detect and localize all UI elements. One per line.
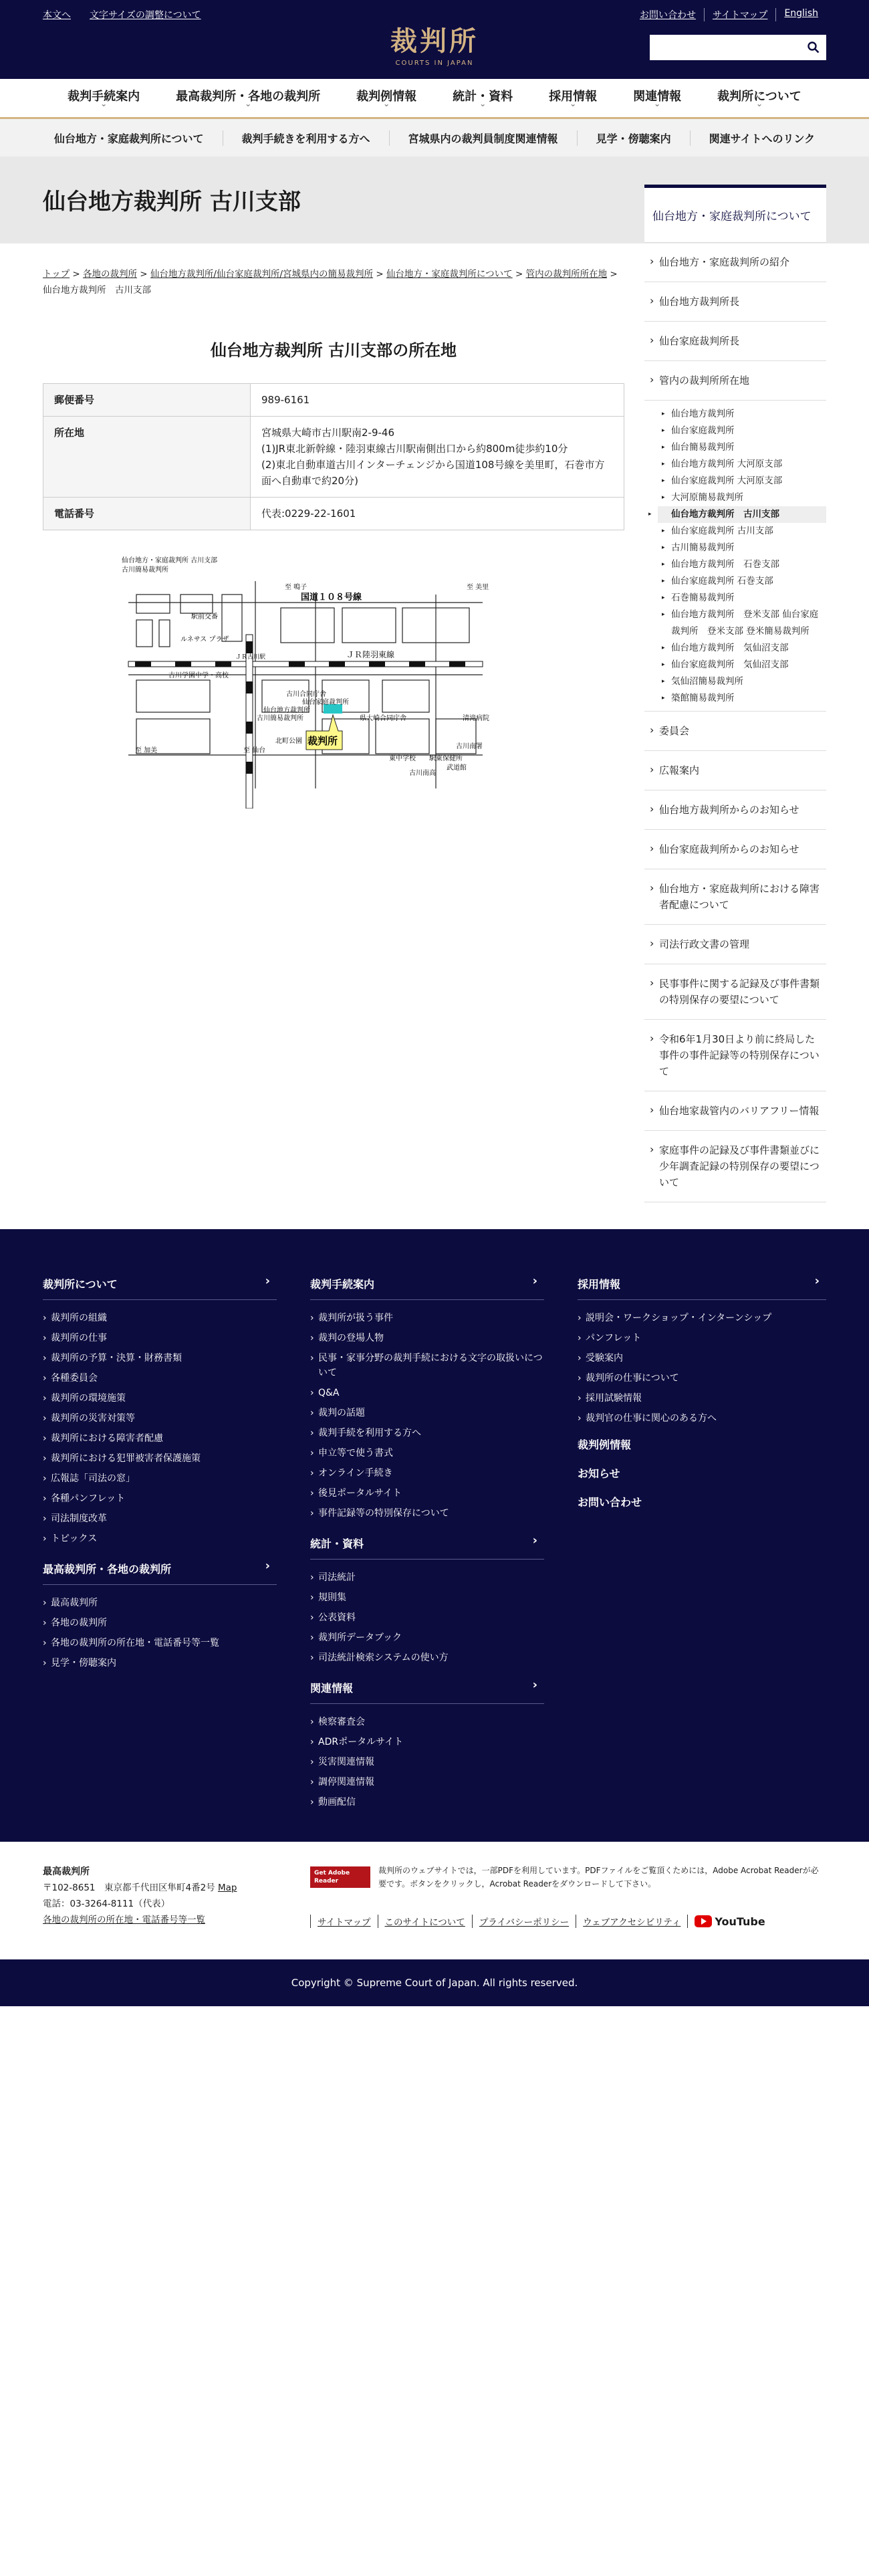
footer-heading[interactable]: 採用情報 › xyxy=(578,1276,826,1300)
sidebar-subitem[interactable]: ▸ 仙台地方裁判所 石巻支部 xyxy=(671,556,826,573)
map-drawing xyxy=(122,554,509,809)
footer-links xyxy=(310,1915,765,1928)
map-label: 駅東保健所 xyxy=(429,755,463,762)
map-label: ＪＲ古川駅 xyxy=(235,654,266,661)
contact-link[interactable]: お問い合わせ xyxy=(639,10,696,21)
breadcrumb-link[interactable]: 仙台地方・家庭裁判所について xyxy=(386,269,513,280)
youtube-icon xyxy=(695,1915,712,1927)
footer-link[interactable]: › 裁判所における犯罪被害者保護施策 xyxy=(43,1448,277,1469)
sidebar-item[interactable]: › 仙台家庭裁判所長 xyxy=(644,322,826,361)
subnav-item[interactable]: 仙台地方・家庭裁判所について xyxy=(53,132,204,145)
footer-link[interactable]: › 各種委員会 xyxy=(43,1368,277,1388)
sidebar-subitem[interactable]: ▸ 仙台家庭裁判所 xyxy=(671,423,826,439)
sidebar-heading[interactable]: 仙台地方・家庭裁判所について xyxy=(644,185,826,243)
footer-privacy-link[interactable]: プライバシーポリシー xyxy=(479,1917,570,1928)
gnav-item[interactable]: 採用情報 ⌄ xyxy=(531,78,615,118)
footer-sitemap-link[interactable]: サイトマップ xyxy=(318,1917,371,1928)
map-link[interactable]: Map xyxy=(217,1883,237,1893)
footer-link[interactable]: › 公表資料 xyxy=(310,1608,544,1628)
footer-link[interactable]: › 災害関連情報 xyxy=(310,1752,544,1772)
search-icon[interactable] xyxy=(808,41,820,53)
gnav-item[interactable]: 関連情報 ⌄ xyxy=(615,78,699,118)
utility-links-right xyxy=(632,8,826,21)
table-row xyxy=(43,384,624,417)
access-line: (1)JR東北新幹線・陸羽東線古川駅南側出口から約800m徒歩約10分 xyxy=(261,443,568,455)
footer-about-link[interactable]: このサイトについて xyxy=(384,1917,465,1928)
footer-link[interactable]: › 採用試験情報 xyxy=(578,1388,826,1408)
footer-link[interactable]: › 裁判官の仕事に関心のある方へ xyxy=(578,1408,826,1428)
map-label: 古川学園中学・高校 xyxy=(168,672,229,679)
footer-heading[interactable]: お問い合わせ xyxy=(578,1496,642,1509)
map-label: 清滝病院 xyxy=(463,715,489,722)
page-title: 仙台地方裁判所 古川支部 xyxy=(43,189,301,215)
footer-link[interactable]: › 各地の裁判所 xyxy=(43,1613,277,1633)
footer-column xyxy=(310,1276,544,1812)
footer-column xyxy=(578,1276,826,1523)
breadcrumb-link[interactable]: 管内の裁判所所在地 xyxy=(525,269,608,280)
table-value xyxy=(251,417,624,498)
gnav-item[interactable]: 最高裁判所・各地の裁判所 ⌄ xyxy=(158,78,338,118)
footer-link[interactable]: › 民事・家事分野の裁判手続における文字の取扱いについて xyxy=(310,1348,544,1383)
sidebar-item[interactable]: › 家庭事件の記録及び事件書類並びに少年調査記録の特別保存の要望について xyxy=(644,1131,826,1202)
footer-link[interactable]: › 司法統計 xyxy=(310,1568,544,1588)
table-row xyxy=(43,498,624,530)
sidebar-item[interactable]: › 仙台地家裁管内のバリアフリー情報 xyxy=(644,1091,826,1131)
footer-link[interactable]: › 申立等で使う書式 xyxy=(310,1443,544,1463)
utility-links-left xyxy=(43,8,201,21)
sidebar xyxy=(644,185,826,1202)
subnav-item[interactable]: 見学・傍聴案内 xyxy=(577,130,690,146)
sidebar-subitem[interactable]: ▸ 仙台家庭裁判所 大河原支部 xyxy=(671,473,826,490)
sidebar-subitem[interactable]: ▸ 仙台地方裁判所 登米支部 仙台家庭裁判所 登米支部 登米簡易裁判所 xyxy=(671,607,826,640)
map-label: 至 美里 xyxy=(467,584,489,591)
text-size-link[interactable]: 文字サイズの調整について xyxy=(90,10,201,21)
sidebar-item[interactable]: › 広報案内 xyxy=(644,751,826,790)
footer-heading[interactable]: 関連情報 › xyxy=(310,1680,544,1704)
footer-link[interactable]: › 調停関連情報 xyxy=(310,1772,544,1792)
section-title: 仙台地方裁判所 古川支部の所在地 xyxy=(210,341,457,360)
footer-link[interactable]: › オンライン手続き xyxy=(310,1463,544,1483)
footer-link[interactable]: › トピックス xyxy=(43,1529,277,1549)
footer-link[interactable]: › 司法統計検索システムの使い方 xyxy=(310,1648,544,1668)
sidebar-subitem[interactable]: ▸ 仙台家庭裁判所 古川支部 xyxy=(671,523,826,540)
breadcrumb-link[interactable]: 各地の裁判所 xyxy=(83,269,138,280)
map-label: 至 加美 xyxy=(135,747,158,754)
map-label: 国道１０８号線 xyxy=(301,593,362,603)
map-label: 駅前交番 xyxy=(191,613,218,621)
gnav-item[interactable]: 統計・資料 ⌄ xyxy=(434,78,531,118)
footer-link[interactable]: › 裁判所の仕事について xyxy=(578,1368,826,1388)
gnav-item[interactable]: 裁判例情報 ⌄ xyxy=(338,78,434,118)
org-phone: 電話：03-3264-8111（代表） xyxy=(43,1899,170,1909)
logo-text: 裁判所 xyxy=(390,25,479,57)
footer-link[interactable]: › 各種パンフレット xyxy=(43,1489,277,1509)
sidebar-item[interactable]: › 仙台地方裁判所長 xyxy=(644,282,826,322)
footer-heading[interactable]: 統計・資料 › xyxy=(310,1535,544,1560)
org-address: 〒102-8651 東京都千代田区隼町4番2号 xyxy=(43,1883,215,1893)
sidebar-item[interactable]: › 仙台家庭裁判所からのお知らせ xyxy=(644,830,826,869)
breadcrumb-current: 仙台地方裁判所 古川支部 xyxy=(43,285,151,296)
footer-column xyxy=(43,1276,277,1673)
footer-link[interactable]: › 裁判の登場人物 xyxy=(310,1328,544,1348)
sidebar-subitem[interactable]: ▸ 仙台地方裁判所 大河原支部 xyxy=(671,456,826,473)
map-label: 古川簡易裁判所 xyxy=(257,715,303,722)
location-map xyxy=(122,554,509,809)
map-label: ルネサス プラザ xyxy=(180,636,229,643)
sidebar-item[interactable]: › 民事事件に関する記録及び事件書類の特別保存の要望について xyxy=(644,964,826,1020)
skip-to-content-link[interactable]: 本文へ xyxy=(43,10,71,21)
sub-nav xyxy=(0,119,869,156)
sidebar-subitem[interactable]: ▸ 石巻簡易裁判所 xyxy=(671,590,826,607)
english-link[interactable]: English xyxy=(775,8,826,21)
footer-heading[interactable]: 最高裁判所・各地の裁判所 › xyxy=(43,1561,277,1585)
site-header xyxy=(0,0,869,79)
footer-link[interactable]: › 裁判所の仕事 xyxy=(43,1328,277,1348)
map-label: 県大崎合同庁舎 xyxy=(360,715,406,722)
table-key: 所在地 xyxy=(43,417,251,498)
footer-heading[interactable]: 裁判例情報 xyxy=(578,1438,632,1451)
footer-link[interactable]: › ADRポータルサイト xyxy=(310,1732,544,1752)
pdf-notice: 裁判所のウェブサイトでは，一部PDFを利用しています。PDFファイルをご覧頂くためには，Adobe Acrobat Readerが必要です。ボタンをクリックし，Acrobat Readerをダウンロードして下さい。 xyxy=(378,1866,819,1889)
footer-link[interactable]: › 規則集 xyxy=(310,1588,544,1608)
map-label: 裁判所 xyxy=(307,735,338,747)
info-table xyxy=(43,383,624,530)
sidebar-item[interactable]: › 仙台地方・家庭裁判所における障害者配慮について xyxy=(644,869,826,925)
main-content xyxy=(43,266,624,809)
footer-link[interactable]: › 説明会・ワークショップ・インターンシップ xyxy=(578,1308,826,1328)
sidebar-subitem[interactable]: ▸ 気仙沼簡易裁判所 xyxy=(671,673,826,690)
sidebar-subitem-current[interactable]: ▸ 仙台地方裁判所 古川支部 xyxy=(658,506,826,523)
map-label: 仙台地方裁判所 xyxy=(263,707,310,714)
map-label: 武道館 xyxy=(447,764,467,772)
breadcrumb: トップ > 各地の裁判所 > 仙台地方裁判所/仙台家庭裁判所/宮城県内の簡易裁判所 > 仙台地方・家庭裁判所について > 管内の裁判所所在地 > 仙台地方裁判所 古川支部 xyxy=(43,269,618,296)
footer-link[interactable]: › 裁判所データブック xyxy=(310,1628,544,1648)
map-caption: 古川簡易裁判所 xyxy=(122,566,168,574)
map-label: 仙台家庭裁判所 xyxy=(302,699,349,706)
footer-link[interactable]: › 裁判所が扱う事件 xyxy=(310,1308,544,1328)
footer-link[interactable]: › 各地の裁判所の所在地・電話番号等一覧 xyxy=(43,1633,277,1653)
footer-link[interactable]: › 司法制度改革 xyxy=(43,1509,277,1529)
subnav-item[interactable]: 宮城県内の裁判員制度関連情報 xyxy=(389,130,577,146)
map-label: 古川南署 xyxy=(456,743,483,750)
site-footer xyxy=(0,1229,869,1842)
map-label: 至 仙台 xyxy=(243,747,266,754)
address-line: 宮城県大崎市古川駅南2-9-46 xyxy=(261,427,395,439)
footer-link[interactable]: › 後見ポータルサイト xyxy=(310,1483,544,1503)
footer-accessibility-link[interactable]: ウェブアクセシビリティ xyxy=(583,1917,681,1928)
table-row xyxy=(43,417,624,498)
map-caption: 仙台地方・家庭裁判所 古川支部 xyxy=(122,557,218,564)
sidebar-subitem[interactable]: ▸ 古川簡易裁判所 xyxy=(671,540,826,556)
gnav-item[interactable]: 裁判所について ⌄ xyxy=(699,78,820,118)
map-label: 東中学校 xyxy=(389,755,416,762)
youtube-link[interactable] xyxy=(695,1915,765,1928)
footer-link[interactable]: › 検察審査会 xyxy=(310,1712,544,1732)
footer-link[interactable]: › 事件記録等の特別保存について xyxy=(310,1503,544,1523)
sidebar-subitem[interactable]: ▸ 仙台家庭裁判所 石巻支部 xyxy=(671,573,826,590)
footer-link[interactable]: › 見学・傍聴案内 xyxy=(43,1653,277,1673)
sidebar-item[interactable]: › 委員会 xyxy=(644,712,826,751)
footer-link[interactable]: › 裁判所における障害者配慮 xyxy=(43,1428,277,1448)
footer-link[interactable]: › 受験案内 xyxy=(578,1348,826,1368)
footer-link[interactable]: › 広報誌「司法の窓」 xyxy=(43,1469,277,1489)
footer-link[interactable]: › 裁判の話題 xyxy=(310,1403,544,1423)
footer-link[interactable]: › 最高裁判所 xyxy=(43,1593,277,1613)
subnav-item[interactable]: 裁判手続きを利用する方へ xyxy=(223,130,389,146)
global-nav xyxy=(0,79,869,119)
sidebar-subitem[interactable]: ▸ 仙台地方裁判所 気仙沼支部 xyxy=(671,640,826,657)
site-logo[interactable] xyxy=(390,20,479,67)
contact-block xyxy=(43,1864,237,1928)
sidebar-subitem[interactable]: ▸ 仙台簡易裁判所 xyxy=(671,439,826,456)
subnav-item[interactable]: 関連サイトへのリンク xyxy=(690,130,834,146)
footer-link[interactable]: › Q&A xyxy=(310,1383,544,1403)
youtube-label: YouTube xyxy=(715,1915,765,1928)
map-label: ＪＲ陸羽東線 xyxy=(346,650,395,659)
footer-heading[interactable]: 裁判手続案内 › xyxy=(310,1276,544,1300)
sidebar-subitem[interactable]: ▸ 仙台地方裁判所 xyxy=(671,406,826,423)
sidebar-item[interactable]: › 令和6年1月30日より前に終局した事件の事件記録等の特別保存について xyxy=(644,1020,826,1091)
footer-link[interactable]: › 裁判手続を利用する方へ xyxy=(310,1423,544,1443)
court-list-link[interactable]: 各地の裁判所の所在地・電話番号等一覧 xyxy=(43,1915,205,1925)
sidebar-item[interactable]: › 仙台地方・家庭裁判所の紹介 xyxy=(644,243,826,282)
footer-info xyxy=(0,1842,869,1959)
table-value: 989-6161 xyxy=(251,384,624,417)
map-label: 至 鳴子 xyxy=(285,584,307,591)
sidebar-subitem[interactable]: ▸ 築館簡易裁判所 xyxy=(671,690,826,707)
footer-link[interactable]: › 動画配信 xyxy=(310,1792,544,1812)
breadcrumb-link[interactable]: トップ xyxy=(43,269,70,280)
table-key: 電話番号 xyxy=(43,498,251,530)
footer-link[interactable]: › パンフレット xyxy=(578,1328,826,1348)
sidebar-item[interactable]: › 管内の裁判所所在地 xyxy=(644,361,826,401)
footer-link[interactable]: › 裁判所の組織 xyxy=(43,1308,277,1328)
logo-subtext: COURTS IN JAPAN xyxy=(395,60,474,67)
search-input[interactable] xyxy=(650,35,826,60)
adobe-reader-badge[interactable]: Get Adobe Reader xyxy=(310,1866,370,1888)
sidebar-item[interactable]: › 司法行政文書の管理 xyxy=(644,925,826,964)
map-label: 北町公園 xyxy=(275,738,302,745)
copyright: Copyright © Supreme Court of Japan. All rights reserved. xyxy=(0,1959,869,2006)
access-line: (2)東北自動車道古川インターチェンジから国道108号線を美里町，石巻市方面へ自動車で約20分) xyxy=(261,459,605,487)
breadcrumb-link[interactable]: 仙台地方裁判所/仙台家庭裁判所/宮城県内の簡易裁判所 xyxy=(150,269,374,280)
gnav-item[interactable]: 裁判手続案内 ⌄ xyxy=(49,78,158,118)
sidebar-subitem[interactable]: ▸ 仙台家庭裁判所 気仙沼支部 xyxy=(671,657,826,673)
table-key: 郵便番号 xyxy=(43,384,251,417)
sitemap-link[interactable]: サイトマップ xyxy=(704,8,775,21)
map-label: 古川南高 xyxy=(409,770,436,777)
map-label: 古川合同庁舎 xyxy=(286,691,326,698)
org-name: 最高裁判所 xyxy=(43,1866,90,1877)
footer-link[interactable]: › 裁判所の災害対策等 xyxy=(43,1408,277,1428)
table-value: 代表:0229-22-1601 xyxy=(251,498,624,530)
footer-heading[interactable]: 裁判所について › xyxy=(43,1276,277,1300)
sidebar-sublist xyxy=(644,401,826,712)
footer-heading[interactable]: お知らせ xyxy=(578,1467,620,1480)
footer-link[interactable]: › 裁判所の環境施策 xyxy=(43,1388,277,1408)
sidebar-subitem[interactable]: ▸ 大河原簡易裁判所 xyxy=(671,490,826,506)
sidebar-item[interactable]: › 仙台地方裁判所からのお知らせ xyxy=(644,790,826,830)
footer-link[interactable]: › 裁判所の予算・決算・財務書類 xyxy=(43,1348,277,1368)
